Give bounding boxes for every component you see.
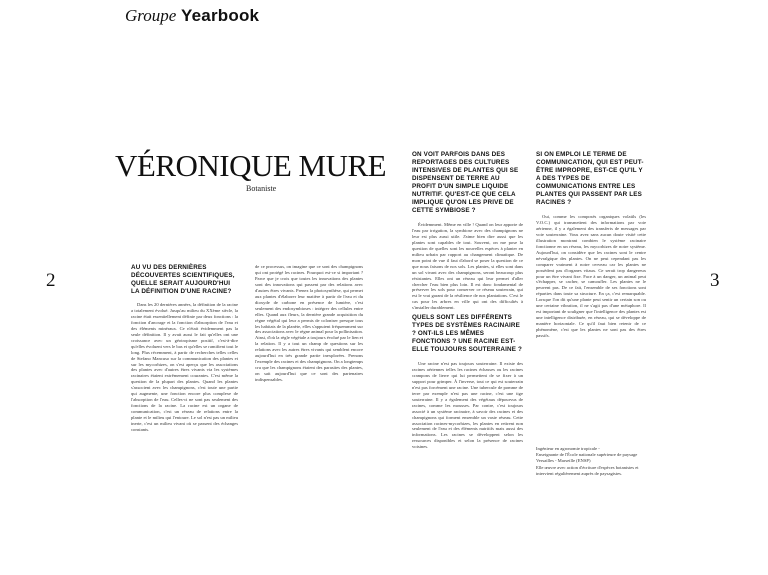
- bio-line-2: Enseignante de l'École nationale supérieure de paysage Versailles - Marseille (ENSP): [536, 452, 638, 464]
- brand-light-text: Groupe: [125, 6, 177, 25]
- column-2: [255, 264, 363, 438]
- section-text: Évidemment. Même en ville ! Quand on leur apporte de l'eau par irrigation, la symbiose avec des champignons ne leur est plus aussi utile. J'aime bien dire aussi que les plantes sont capables de tout. Souvent, on me pose la question de quelles sont les nouvelles espèces à planter en milieu urbain par rapport au changement climatique. De mon point de vue il faut d'abord se poser la question de ce que nous faisons de nos sols. Les plantes, si elles sont dans un sol vivant avec des champignons, seront beaucoup plus résistantes. Elles ont un réseau qui leur permet d'aller chercher l'eau bien plus loin. Il est donc fondamental de préserver les sols pour conserver ce réseau souterrain, qui est le vrai garant de la résilience de nos plantations. C'est le cas pour les arbres en ville qui ont des difficultés à s'installer durablement.: [412, 222, 523, 311]
- section-text: Dans les 20 dernières années, la définition de la racine a totalement évolué. Jusqu'au milieu du XXème siècle, la racine était essentiellement définie par deux fonctions : la fonction d'ancrage et la fonction d'absorption de l'eau et des éléments minéraux. Ce n'était évidemment pas la seule définition. Il y avait aussi le fait qu'elles ont une croissance avec un géotropisme positif, c'est-à-dire qu'elles évoluent vers le bas et qu'elles se ramifient tout le long. Plus récemment, à partir de recherches telles celles de Stefano Mancuso sur la communication des plantes et sur les mycorhizes, on s'est aperçu que les associations des plantes avec d'autres êtres vivants via les systèmes racinaires étaient extrêmement courantes. C'est même la question de la plupart des plantes. Quand les plantes s'associent avec les champignons, c'est toute une partie qui augmente, une fonction encore plus complexe de l'absorption de l'eau. Celles-ci ne sont pas seulement des fonctions de la racine. La racine est un organe de communication, c'est un réseau de relations entre la plante et le milieu qui l'entoure. Le sol n'est pas un milieu inerte, c'est un milieu vivant où se passent des échanges constants.: [131, 302, 238, 433]
- author-bio: [536, 446, 648, 477]
- column-1: [131, 264, 238, 524]
- column-3-lower: [412, 314, 523, 511]
- bio-line-3: Elle œuvre avec action d'écriture d'espèces botanistes et intervient régulièrement auprès de paysagistes.: [536, 464, 639, 476]
- brand-bold-text: Yearbook: [181, 6, 260, 25]
- section-heading: SI ON EMPLOI LE TERME DE COMMUNICATION, QUI EST PEUT-ÊTRE IMPROPRE, EST-CE QU'IL Y A DES TYPES DE COMMUNICATIONS ENTRE LES PLANTES QUI PASSENT PAR LES RACINES ?: [536, 151, 644, 206]
- article-title: VÉRONIQUE MURE: [115, 148, 387, 183]
- column-4: [536, 151, 646, 410]
- section-text: Oui, comme les composés organiques volatils (les V.O.C.) qui transmettent des informations par voie aérienne, il y a également des transferts de messages par voie souterraine. Vous avez sans aucun doute visité cette illustration montrant combien le système racinaire fonctionne en un réseau, les mycorhizes de notre système. Aujourd'hui, on considère que les racines sont le centre névralgique des plantes. On ne peut cependant pas les comparer vraiment à notre cerveau car les plantes ne possèdent pas d'organes vitaux. Ce serait trop dangereux pour un être vivant fixe. Face à un danger, un animal peut s'échapper, se cacher, se camoufler. Les plantes ne le peuvent pas. De ce fait, l'ensemble de ses fonctions sont réparties dans toute sa structure. En ça, c'est remarquable. Lorsque l'on dit qu'une plante peut sentir un certain son ou une certaine vibration, il ne s'agit pas d'une métaphore. Il est important de souligner que l'intelligence des plantes est une intelligence distribuée, en réseau, qui se développe de manière horizontale. Ce qu'il faut bien retenir de ce phénomène, c'est que les plantes ne sont pas des êtres passifs.: [536, 214, 646, 339]
- brand-logo: [125, 6, 259, 26]
- column-3: [412, 151, 523, 330]
- section-heading: QUELS SONT LES DIFFÉRENTS TYPES DE SYSTÈMES RACINAIRE ? ONT-ILS LES MÊMES FONCTIONS ? UNE RACINE EST-ELLE TOUJOURS SOUTERRAINE ?: [412, 314, 522, 353]
- article-role: Botaniste: [246, 184, 277, 193]
- section-text: de ce processus, on imagine que ce sont des champignons qui ont protégé les racines. Pourquoi est-ce si important ? Parce que je crois que toutes les innovations des plantes sont des innovations qui passent par des relations avec d'autres êtres vivants. Prenez la photosynthèse, qui permet aux plantes d'élaborer leur matière à partir de l'eau et du dioxyde de carbone en présence de lumière, c'est seulement des endosymbioses : intégrer des cellules entre elles. Quand aux fleurs, la dernière grande acquisition du règne végétal qui leur a permis de coloniser presque tous les habitats de la planète, elles s'appuient fréquemment sur des associations avec le règne animal pour la pollinisation. Ainsi, d'où la règle végétale a toujours évolué par le lien et la relation. Il y a tout un champ de questions sur les relations avec les autres êtres vivants qui semblent encore aujourd'hui en très grande partie inexplorées. Prenons l'exemple des racines et des champignons. On a longtemps cru que les champignons étaient des parasites des plantes, on sait aujourd'hui que ce sont des partenaires indispensables.: [255, 264, 363, 383]
- section-heading: AU VU DES DERNIÈRES DÉCOUVERTES SCIENTIFIQUES, QUELLE SERAIT AUJOURD'HUI LA DÉFINITION D'UNE RACINE?: [131, 264, 235, 295]
- page-number-left: 2: [46, 270, 56, 291]
- bio-line-1: Ingénieur en agronomie tropicale -: [536, 446, 600, 451]
- section-heading: ON VOIT PARFOIS DANS DES REPORTAGES DES CULTURES INTENSIVES DE PLANTES QUI SE DISPENSENT DE TERRE AU PROFIT D'UN SIMPLE LIQUIDE NUTRITIF. QU'EST-CE QUE CELA IMPLIQUE QU'ON LES PRIVE DE CETTE SYMBIOSE ?: [412, 151, 519, 214]
- section-text: Une racine n'est pas toujours souterraine. Il existe des racines aériennes telles les racines échasses ou les racines crampons de lierre qui lui permettent de se fixer à un support pour grimper. À l'inverse, tout ce qui est souterrain n'est pas forcément une racine. Une tubercule de pomme de terre par exemple n'est pas une racine, c'est une tige souterraine. Il y a également des végétaux dépourvus de racines, comme les mousses. Par contre, c'est toujours associé à un système racinaire, à savoir des racines et des champignons qui forment ensemble un vaste réseau. Cette association racines-mycorhizes, les plantes en retirent non seulement de l'eau et des éléments nutritifs mais aussi des informations. Les racines se développent selon les ressources disponibles et selon la présence de racines voisines.: [412, 361, 523, 450]
- page-number-right: 3: [710, 270, 720, 291]
